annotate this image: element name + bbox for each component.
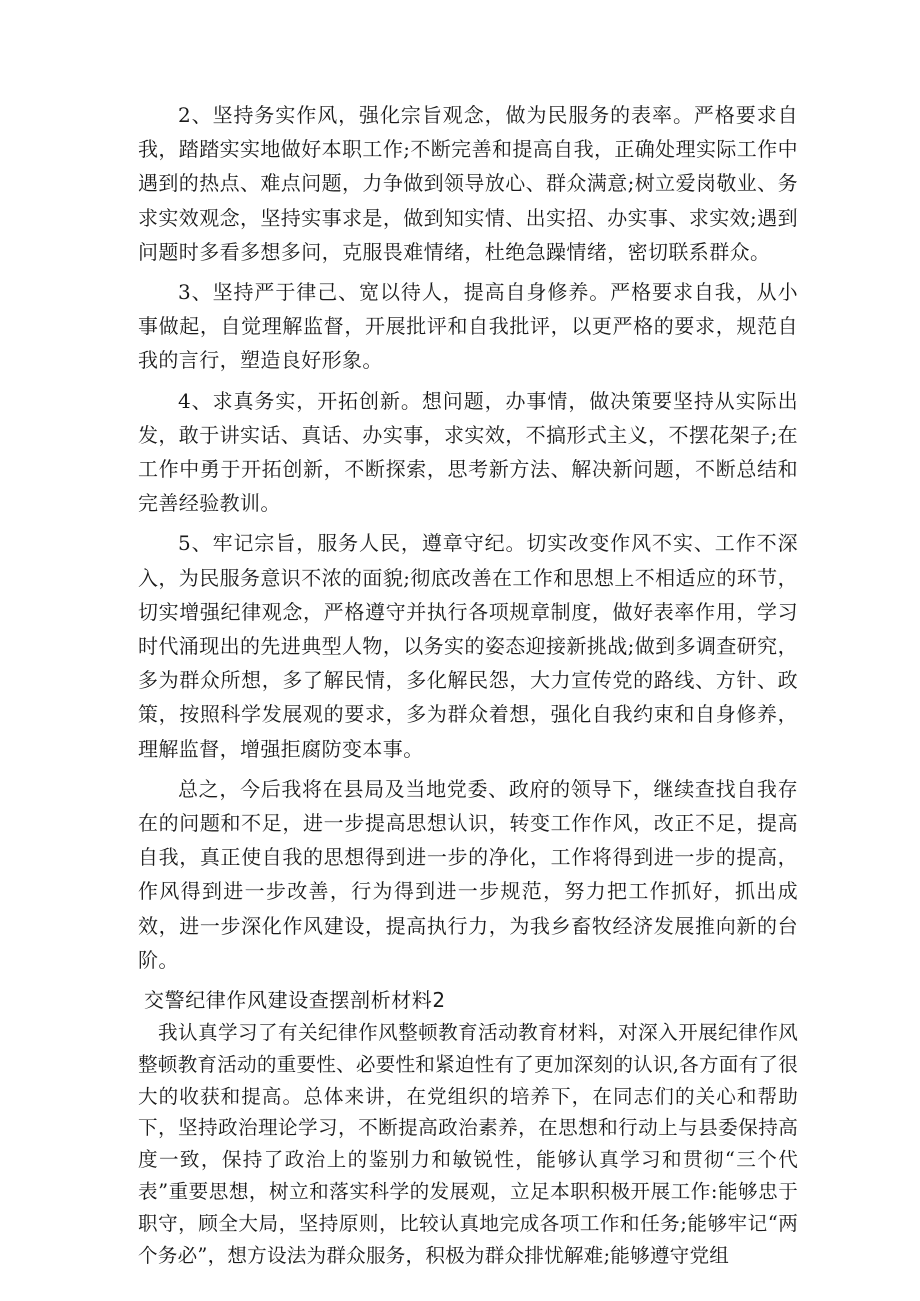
paragraph-summary: 总之，今后我将在县局及当地党委、政府的领导下，继续查找自我存在的问题和不足，进一步提高思想认识，转变工作作风，改正不足，提高自我，真正使自我的思想得到进一步的净化，工作将得到进一步的提高，作风得到进一步改善，行为得到进一步规范，努力把工作抓好，抓出成效，进一步深化作风建设，提高执行力，为我乡畜牧经济发展推向新的台阶。: [138, 776, 798, 972]
paragraph-item-3: 3、坚持严于律己、宽以待人，提高自身修养。严格要求自我，从小事做起，自觉理解监督，开展批评和自我批评，以更严格的要求，规范自我的言行，塑造良好形象。: [138, 280, 798, 373]
paragraph-item-4: 4、求真务实，开拓创新。想问题，办事情，做决策要坚持从实际出发，敢于讲实话、真话、办实事，求实效，不搞形式主义，不摆花架子;在工作中勇于开拓创新，不断探索，思考新方法、解决新问题，不断总结和完善经验教训。: [138, 388, 798, 516]
paragraph-item-2: 2、坚持务实作风，强化宗旨观念，做为民服务的表率。严格要求自我，踏踏实实地做好本职工作;不断完善和提高自我，正确处理实际工作中遇到的热点、难点问题，力争做到领导放心、群众满意;树立爱岗敬业、务求实效观念，坚持实事求是，做到知实情、出实招、办实事、求实效;遇到问题时多看多想多问，克服畏难情绪，杜绝急躁情绪，密切联系群众。: [138, 103, 798, 264]
section-heading: 交警纪律作风建设查摆剖析材料2: [144, 988, 446, 1013]
paragraph-section2: 我认真学习了有关纪律作风整顿教育活动教育材料，对深入开展纪律作风整顿教育活动的重要性、必要性和紧迫性有了更加深刻的认识,各方面有了很大的收获和提高。总体来讲，在党组织的培养下，在同志们的关心和帮助下，坚持政治理论学习，不断提高政治素养，在思想和行动上与县委保持高度一致，保持了政治上的鉴别力和敏锐性，能够认真学习和贯彻“三个代表”重要思想，树立和落实科学的发展观，立足本职积极开展工作:能够忠于职守，顾全大局，坚持原则，比较认真地完成各项工作和任务;能够牢记“两个务必”，想方设法为群众服务，积极为群众排忧解难;能够遵守党组: [138, 1021, 798, 1267]
document-page: [138, 98, 798, 1277]
paragraph-item-5: 5、牢记宗旨，服务人民，遵章守纪。切实改变作风不实、工作不深入，为民服务意识不浓的面貌;彻底改善在工作和思想上不相适应的环节，切实增强纪律观念，严格遵守并执行各项规章制度，做好表率作用，学习时代涌现出的先进典型人物，以务实的姿态迎接新挑战;做到多调查研究，多为群众所想，多了解民情，多化解民怨，大力宣传党的路线、方针、政策，按照科学发展观的要求，多为群众着想，强化自我约束和自身修养，理解监督，增强拒腐防变本事。: [138, 531, 798, 761]
